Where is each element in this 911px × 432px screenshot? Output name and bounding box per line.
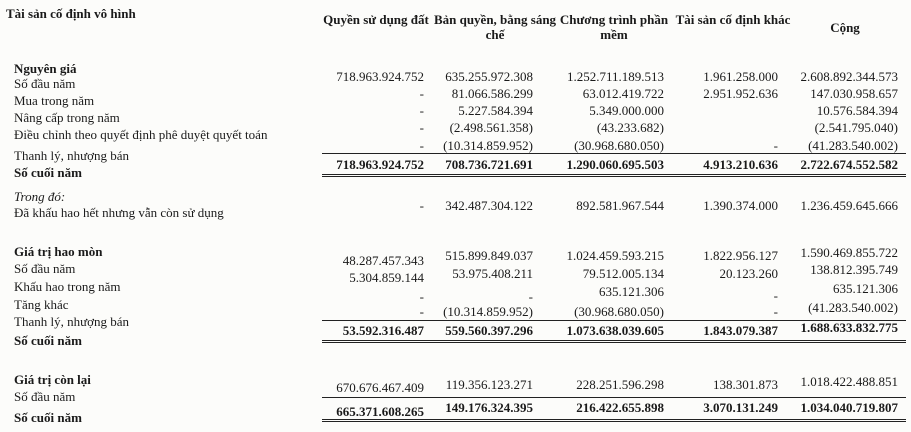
cell: 2.951.952.636 [703,86,778,101]
of-which-heading: Trong đó: [14,189,66,204]
col-header-total: Cộng [830,20,860,35]
table-title: Tài sản cố định vô hình [6,6,136,21]
cell: - [419,103,424,118]
section-heading-cost: Nguyên giá [14,61,77,76]
cell: - [419,198,424,213]
total-double-rule [322,340,906,343]
section-heading-depreciation: Giá trị hao mòn [14,244,103,259]
cell: 1.843.079.387 [703,323,778,338]
cell: 1.961.258.000 [703,69,778,84]
cell: 1.024.459.593.215 [566,248,664,263]
cell: 216.422.655.898 [576,400,664,415]
row-label: Số đầu năm [14,261,76,276]
cell: 81.066.586.299 [451,86,533,101]
cell: 1.034.040.719.807 [800,400,898,415]
row-label: Mua trong năm [14,93,95,108]
cell: 3.070.131.249 [703,400,778,415]
cell: - [419,120,424,135]
cell: 665.371.608.265 [336,404,424,419]
cell: 119.356.123.271 [445,377,533,392]
subtotal-rule [322,153,906,154]
row-label: Khấu hao trong năm [14,279,121,294]
row-label: Đã khấu hao hết nhưng vẫn còn sử dụng [14,205,224,220]
cell: 138.812.395.749 [810,262,898,277]
cell: 559.560.397.296 [445,323,533,338]
cell: 2.608.892.344.573 [800,69,898,84]
cell: 53.975.408.211 [452,266,533,281]
cell: 670.676.467.409 [336,380,424,395]
cell: (10.314.859.952) [443,304,533,319]
row-label-closing: Số cuối năm [14,410,82,425]
cell: (41.283.540.002) [808,138,898,153]
cell: 228.251.596.298 [576,377,664,392]
cell: 5.349.000.000 [589,103,664,118]
col-header-land: Quyền sử dụng đất [323,12,429,27]
cell: 1.390.374.000 [703,198,778,213]
cell: 1.018.422.488.851 [800,374,898,389]
cell: 635.121.306 [599,284,664,299]
cell: - [419,289,424,304]
row-label: Số đầu năm [14,389,76,404]
cell: - [773,288,778,303]
row-label-closing: Số cuối năm [14,165,82,180]
col-header-software: Chương trình phần mềm [559,12,669,42]
total-double-rule [322,419,906,422]
cell: 1.822.956.127 [703,248,778,263]
cell: 63.012.419.722 [582,86,664,101]
cell: 147.030.958.657 [810,86,898,101]
cell: - [773,304,778,319]
cell: 149.176.324.395 [445,400,533,415]
cell: 138.301.873 [713,377,778,392]
cell: 2.722.674.552.582 [800,157,898,172]
row-label-closing: Số cuối năm [14,333,82,348]
cell: 708.736.721.691 [445,157,533,172]
row-label: Nâng cấp trong năm [14,110,120,125]
cell: (10.314.859.952) [443,138,533,153]
row-label: Thanh lý, nhượng bán [14,314,130,329]
col-header-other: Tài sản cố định khác [675,12,791,27]
cell: 342.487.304.122 [445,198,533,213]
cell: - [528,289,533,304]
cell: 1.252.711.189.513 [566,69,664,84]
cell: 718.963.924.752 [336,157,424,172]
cell: 79.512.005.134 [582,266,664,281]
cell: 1.236.459.645.666 [800,198,898,213]
cell: 635.255.972.308 [445,69,533,84]
cell: 20.123.260 [719,266,778,281]
cell: 5.304.859.144 [349,270,424,285]
cell: (2.541.795.040) [814,120,898,135]
cell: (30.968.680.050) [574,304,664,319]
cell: 1.073.638.039.605 [566,323,664,338]
cell: 53.592.316.487 [342,323,424,338]
row-label: Tăng khác [14,297,69,312]
subtotal-rule [322,397,906,398]
cell: (41.283.540.002) [808,300,898,315]
section-heading-net: Giá trị còn lại [14,372,91,387]
cell: (2.498.561.358) [449,120,533,135]
col-header-copyright: Bản quyền, bằng sáng chế [433,12,557,42]
cell: 48.287.457.343 [342,253,424,268]
cell: 10.576.584.394 [816,103,898,118]
cell: 4.913.210.636 [703,157,778,172]
cell: 718.963.924.752 [336,69,424,84]
cell: - [419,86,424,101]
cell: 1.688.633.832.775 [800,320,898,335]
cell: 5.227.584.394 [458,103,533,118]
cell: 515.899.849.037 [445,248,533,263]
row-label: Thanh lý, nhượng bán [14,148,130,163]
cell: 635.121.306 [833,281,898,296]
cell: 1.290.060.695.503 [566,157,664,172]
cell: - [419,304,424,319]
row-label: Số đầu năm [14,76,76,91]
cell: (30.968.680.050) [574,138,664,153]
total-double-rule [322,174,906,177]
cell: 1.590.469.855.722 [800,245,898,260]
cell: - [419,138,424,153]
cell: (43.233.682) [596,120,664,135]
cell: - [773,138,778,153]
cell: 892.581.967.544 [576,198,664,213]
row-label: Điều chỉnh theo quyết định phê duyệt quyết toán [14,127,268,142]
